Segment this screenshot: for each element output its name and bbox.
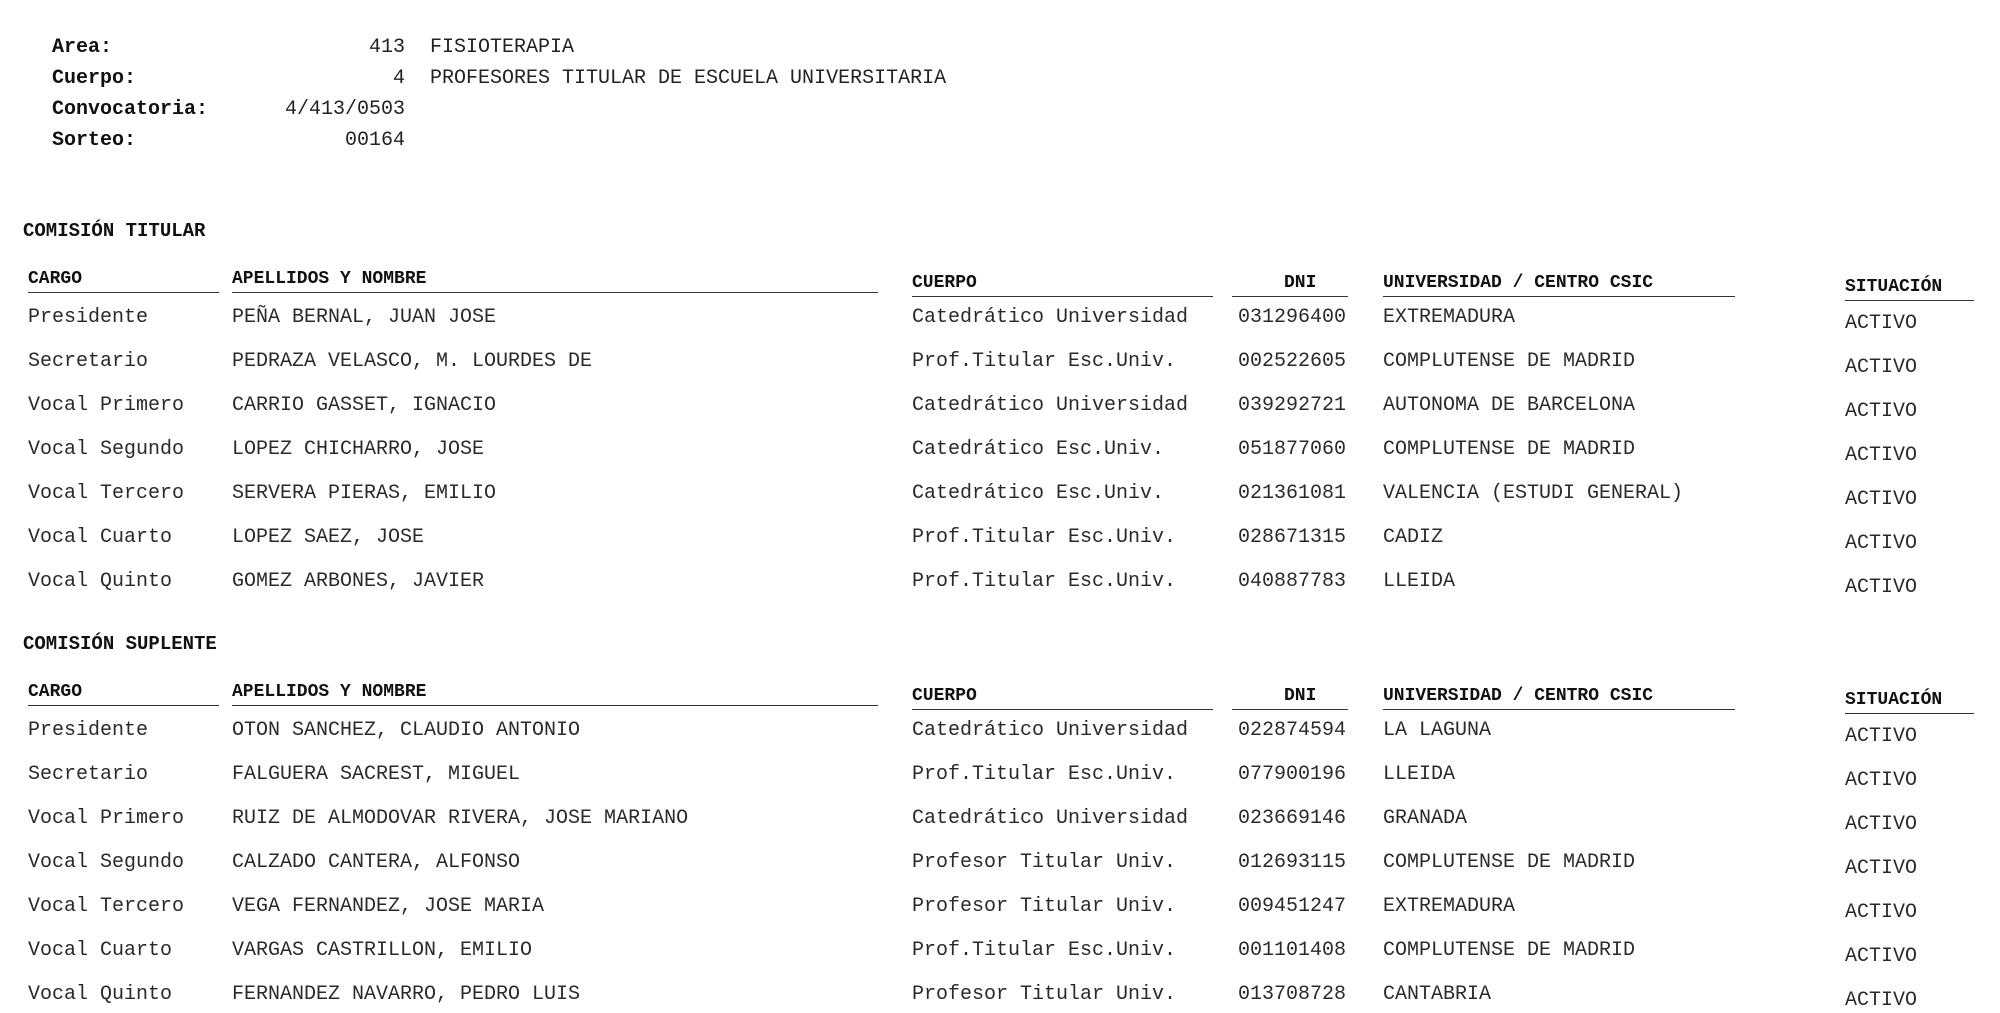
cell-nombre: PEDRAZA VELASCO, M. LOURDES DE (232, 350, 593, 373)
column-underline (912, 296, 1213, 297)
cell-universidad: CANTABRIA (1383, 983, 1492, 1006)
column-underline (912, 709, 1213, 710)
cell-nombre: CARRIO GASSET, IGNACIO (232, 394, 497, 417)
cell-situacion: ACTIVO (1845, 989, 1918, 1012)
cell-nombre: LOPEZ CHICHARRO, JOSE (232, 438, 485, 461)
column-header-dni: DNI (1284, 273, 1317, 293)
sorteo-label: Sorteo: (52, 129, 137, 152)
cell-dni: 001101408 (1238, 939, 1347, 962)
column-header-cuerpo: CUERPO (912, 686, 977, 706)
column-header-situacion: SITUACIÓN (1845, 690, 1943, 710)
cell-dni: 012693115 (1238, 851, 1347, 874)
cell-universidad: EXTREMADURA (1383, 895, 1516, 918)
cell-cargo: Presidente (28, 719, 149, 742)
cell-universidad: COMPLUTENSE DE MADRID (1383, 350, 1636, 373)
cell-cargo: Vocal Tercero (28, 895, 185, 918)
cell-dni: 021361081 (1238, 482, 1347, 505)
cell-cuerpo: Profesor Titular Univ. (912, 983, 1177, 1006)
cell-situacion: ACTIVO (1845, 400, 1918, 423)
column-underline (1383, 709, 1735, 710)
column-header-dni: DNI (1284, 686, 1317, 706)
column-header-cargo: CARGO (28, 682, 83, 702)
cuerpo-code: 4 (392, 67, 405, 90)
column-header-nombre: APELLIDOS Y NOMBRE (232, 682, 427, 702)
cell-cuerpo: Prof.Titular Esc.Univ. (912, 526, 1177, 549)
cell-nombre: FALGUERA SACREST, MIGUEL (232, 763, 521, 786)
cell-cargo: Vocal Quinto (28, 570, 173, 593)
column-header-cuerpo: CUERPO (912, 273, 977, 293)
cell-cargo: Secretario (28, 763, 149, 786)
column-header-universidad: UNIVERSIDAD / CENTRO CSIC (1383, 686, 1654, 706)
cell-cuerpo: Catedrático Esc.Univ. (912, 482, 1165, 505)
area-label: Area: (52, 36, 113, 59)
cell-universidad: COMPLUTENSE DE MADRID (1383, 851, 1636, 874)
cell-situacion: ACTIVO (1845, 857, 1918, 880)
cuerpo-value: PROFESORES TITULAR DE ESCUELA UNIVERSITARIA (430, 67, 947, 90)
area-value: FISIOTERAPIA (430, 36, 575, 59)
cell-nombre: VEGA FERNANDEZ, JOSE MARIA (232, 895, 545, 918)
cell-nombre: OTON SANCHEZ, CLAUDIO ANTONIO (232, 719, 581, 742)
cell-situacion: ACTIVO (1845, 532, 1918, 555)
cell-dni: 039292721 (1238, 394, 1347, 417)
cell-dni: 023669146 (1238, 807, 1347, 830)
column-underline (1845, 713, 1974, 714)
column-underline (232, 292, 878, 293)
cell-universidad: LA LAGUNA (1383, 719, 1492, 742)
cell-universidad: CADIZ (1383, 526, 1444, 549)
cell-nombre: SERVERA PIERAS, EMILIO (232, 482, 497, 505)
cuerpo-label: Cuerpo: (52, 67, 137, 90)
cell-cuerpo: Prof.Titular Esc.Univ. (912, 939, 1177, 962)
cell-dni: 077900196 (1238, 763, 1347, 786)
section-title: COMISIÓN TITULAR (23, 220, 206, 242)
cell-dni: 009451247 (1238, 895, 1347, 918)
cell-situacion: ACTIVO (1845, 901, 1918, 924)
column-header-universidad: UNIVERSIDAD / CENTRO CSIC (1383, 273, 1654, 293)
cell-dni: 022874594 (1238, 719, 1347, 742)
area-code: 413 (368, 36, 405, 59)
cell-cargo: Vocal Tercero (28, 482, 185, 505)
cell-nombre: PEÑA BERNAL, JUAN JOSE (232, 306, 497, 329)
cell-cargo: Vocal Primero (28, 394, 185, 417)
cell-cargo: Vocal Primero (28, 807, 185, 830)
cell-universidad: COMPLUTENSE DE MADRID (1383, 438, 1636, 461)
column-underline (28, 292, 219, 293)
cell-situacion: ACTIVO (1845, 576, 1918, 599)
cell-universidad: LLEIDA (1383, 570, 1456, 593)
cell-situacion: ACTIVO (1845, 769, 1918, 792)
cell-nombre: LOPEZ SAEZ, JOSE (232, 526, 425, 549)
cell-cuerpo: Catedrático Universidad (912, 394, 1189, 417)
cell-nombre: GOMEZ ARBONES, JAVIER (232, 570, 485, 593)
cell-cuerpo: Catedrático Universidad (912, 719, 1189, 742)
column-header-nombre: APELLIDOS Y NOMBRE (232, 269, 427, 289)
cell-nombre: RUIZ DE ALMODOVAR RIVERA, JOSE MARIANO (232, 807, 689, 830)
cell-universidad: VALENCIA (ESTUDI GENERAL) (1383, 482, 1684, 505)
cell-cuerpo: Profesor Titular Univ. (912, 851, 1177, 874)
cell-cuerpo: Catedrático Esc.Univ. (912, 438, 1165, 461)
cell-dni: 051877060 (1238, 438, 1347, 461)
cell-cuerpo: Profesor Titular Univ. (912, 895, 1177, 918)
cell-cuerpo: Catedrático Universidad (912, 807, 1189, 830)
cell-universidad: COMPLUTENSE DE MADRID (1383, 939, 1636, 962)
convocatoria-code: 4/413/0503 (284, 98, 405, 121)
column-underline (28, 705, 219, 706)
column-header-cargo: CARGO (28, 269, 83, 289)
cell-situacion: ACTIVO (1845, 312, 1918, 335)
cell-universidad: EXTREMADURA (1383, 306, 1516, 329)
cell-cargo: Vocal Cuarto (28, 526, 173, 549)
cell-situacion: ACTIVO (1845, 444, 1918, 467)
cell-situacion: ACTIVO (1845, 356, 1918, 379)
cell-nombre: CALZADO CANTERA, ALFONSO (232, 851, 521, 874)
cell-situacion: ACTIVO (1845, 725, 1918, 748)
cell-cargo: Secretario (28, 350, 149, 373)
sorteo-code: 00164 (344, 129, 405, 152)
cell-dni: 002522605 (1238, 350, 1347, 373)
column-underline (232, 705, 878, 706)
cell-dni: 040887783 (1238, 570, 1347, 593)
section-title: COMISIÓN SUPLENTE (23, 633, 217, 655)
cell-situacion: ACTIVO (1845, 488, 1918, 511)
cell-nombre: VARGAS CASTRILLON, EMILIO (232, 939, 533, 962)
cell-dni: 028671315 (1238, 526, 1347, 549)
cell-situacion: ACTIVO (1845, 945, 1918, 968)
cell-cargo: Vocal Segundo (28, 438, 185, 461)
column-underline (1232, 709, 1348, 710)
cell-dni: 031296400 (1238, 306, 1347, 329)
cell-universidad: AUTONOMA DE BARCELONA (1383, 394, 1636, 417)
cell-cargo: Vocal Segundo (28, 851, 185, 874)
cell-cargo: Vocal Cuarto (28, 939, 173, 962)
column-underline (1845, 300, 1974, 301)
cell-cargo: Vocal Quinto (28, 983, 173, 1006)
cell-cuerpo: Prof.Titular Esc.Univ. (912, 350, 1177, 373)
cell-dni: 013708728 (1238, 983, 1347, 1006)
cell-cuerpo: Catedrático Universidad (912, 306, 1189, 329)
column-header-situacion: SITUACIÓN (1845, 277, 1943, 297)
cell-cuerpo: Prof.Titular Esc.Univ. (912, 763, 1177, 786)
cell-nombre: FERNANDEZ NAVARRO, PEDRO LUIS (232, 983, 581, 1006)
cell-situacion: ACTIVO (1845, 813, 1918, 836)
cell-cargo: Presidente (28, 306, 149, 329)
column-underline (1232, 296, 1348, 297)
column-underline (1383, 296, 1735, 297)
cell-universidad: GRANADA (1383, 807, 1468, 830)
cell-universidad: LLEIDA (1383, 763, 1456, 786)
cell-cuerpo: Prof.Titular Esc.Univ. (912, 570, 1177, 593)
convocatoria-label: Convocatoria: (52, 98, 209, 121)
